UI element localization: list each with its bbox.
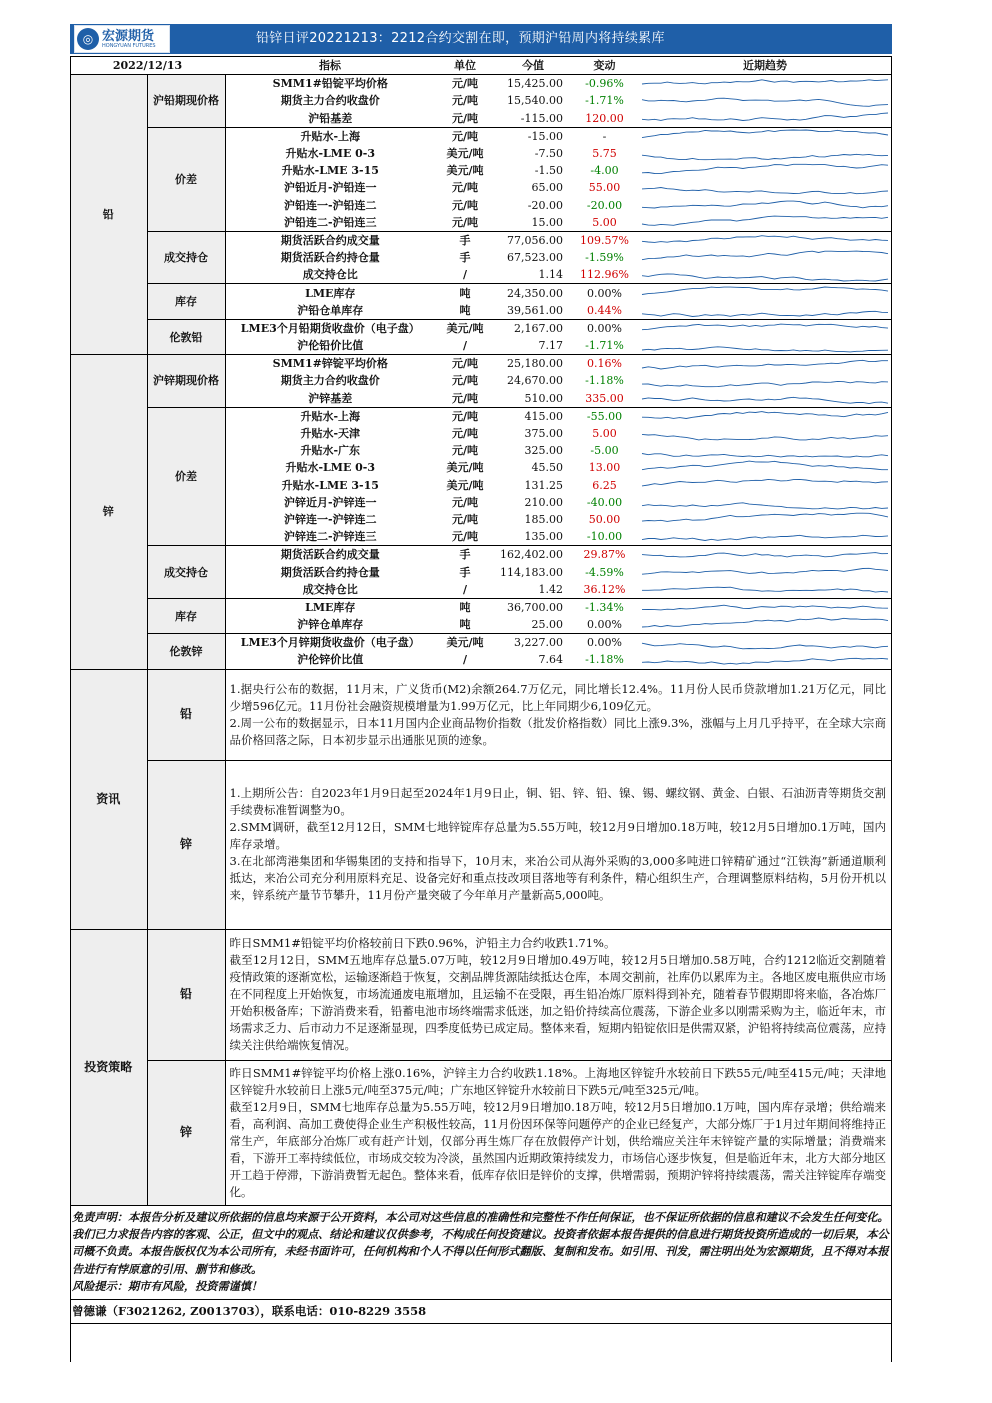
trend-sparkline bbox=[640, 145, 890, 162]
trend-sparkline bbox=[640, 337, 890, 354]
change-cell: -5.00 bbox=[590, 444, 619, 458]
trend-cell bbox=[638, 284, 892, 302]
sparkline-path bbox=[642, 411, 888, 418]
news-lead-text: 1.据央行公布的数据，11月末，广义货币(M2)余额264.7万亿元，同比增长12.4%。11月份人民币贷款增加1.21万亿元，同比少增596亿元。11月份社会融资规模增量为1.99万亿元，比上年同期少6,109亿元。 2.周一公布的数据显示，日本11月国内企业商品物价指数（批发价格指数）同比上涨9.3%，涨幅与上月几乎持平，在全球大宗商品价格回落之际，日本初步显示出通胀见顶的迹象。 bbox=[225, 670, 892, 761]
news-label: 资讯 bbox=[70, 670, 147, 930]
trend-cell bbox=[638, 634, 892, 652]
indicator-name: 沪锌近月-沪锌连一 bbox=[283, 495, 377, 509]
value-cell: 162,402.00 bbox=[500, 548, 564, 562]
value-cell: 15,540.00 bbox=[507, 94, 564, 108]
unit-cell: 元/吨 bbox=[452, 427, 479, 441]
change-cell: -20.00 bbox=[586, 198, 623, 212]
trend-cell bbox=[638, 231, 892, 249]
indicator-name: SMM1#铅锭平均价格 bbox=[272, 77, 388, 91]
unit-cell: 吨 bbox=[459, 286, 471, 300]
change-cell: -10.00 bbox=[571, 528, 638, 546]
value-cell: -15.00 bbox=[527, 129, 564, 143]
col-unit: 单位 bbox=[435, 57, 495, 75]
table-row bbox=[70, 598, 892, 616]
trend-cell bbox=[638, 127, 892, 145]
sparkline-path bbox=[642, 618, 888, 627]
trend-sparkline bbox=[640, 320, 890, 337]
unit-cell: 吨 bbox=[435, 616, 495, 634]
trend-sparkline bbox=[640, 128, 890, 145]
trend-sparkline bbox=[640, 581, 890, 598]
change-cell: 5.00 bbox=[571, 214, 638, 232]
value-cell: 7.64 bbox=[495, 651, 571, 669]
metal-label: 锌 bbox=[70, 355, 147, 669]
change-cell: 36.12% bbox=[571, 581, 638, 599]
value-cell: 375.00 bbox=[524, 427, 564, 441]
group-label: 伦敦锌 bbox=[147, 634, 225, 669]
indicator-name: LME3个月铅期货收盘价（电子盘） bbox=[240, 321, 420, 335]
indicator-name: 沪铅近月-沪铅连一 bbox=[283, 181, 377, 195]
sparkline-path bbox=[642, 553, 888, 557]
trend-sparkline bbox=[640, 92, 890, 109]
trend-sparkline bbox=[640, 232, 890, 249]
value-cell: 15,425.00 bbox=[507, 77, 564, 91]
table-row bbox=[70, 319, 892, 337]
change-cell: -55.00 bbox=[586, 409, 623, 423]
value-cell: 15.00 bbox=[495, 214, 571, 232]
news-table bbox=[70, 670, 892, 1206]
sparkline-path bbox=[642, 347, 888, 352]
table-row bbox=[70, 355, 892, 373]
indicator-name: 升贴水-LME 0-3 bbox=[285, 461, 376, 475]
logo-icon: ◎ bbox=[77, 28, 99, 50]
indicator-name: 沪铅连一-沪铅连二 bbox=[283, 198, 377, 212]
trend-cell bbox=[638, 110, 892, 128]
group-label: 沪锌期现价格 bbox=[147, 355, 225, 408]
value-cell: 325.00 bbox=[524, 444, 564, 458]
value-cell: 25,180.00 bbox=[507, 357, 564, 371]
news-zinc-label: 锌 bbox=[147, 760, 225, 929]
indicator-name: LME库存 bbox=[305, 286, 356, 300]
report-title: 铅锌日评20221213：2212合约交割在即，预期沪铅周内将持续累库 bbox=[256, 31, 665, 46]
sparkline-path bbox=[642, 587, 888, 592]
unit-cell: 手 bbox=[459, 565, 471, 579]
change-cell: 5.00 bbox=[592, 427, 617, 441]
table-row bbox=[70, 407, 892, 425]
change-cell: -1.71% bbox=[571, 337, 638, 355]
change-cell: -1.18% bbox=[585, 374, 624, 388]
trend-sparkline bbox=[640, 546, 890, 563]
change-cell: -1.34% bbox=[585, 600, 624, 614]
sparkline-path bbox=[642, 251, 888, 260]
sparkline-path bbox=[642, 236, 888, 243]
unit-cell: 元/吨 bbox=[452, 181, 479, 195]
sparkline-path bbox=[642, 99, 888, 107]
value-cell: 510.00 bbox=[495, 390, 571, 408]
value-cell: 39,561.00 bbox=[495, 302, 571, 320]
company-logo bbox=[74, 25, 170, 53]
sparkline-path bbox=[642, 324, 888, 330]
trend-sparkline bbox=[640, 110, 890, 127]
sparkline-path bbox=[642, 113, 888, 121]
indicator-name: 沪伦锌价比值 bbox=[225, 651, 435, 669]
value-cell: 185.00 bbox=[524, 512, 564, 526]
group-label: 沪铅期现价格 bbox=[147, 75, 225, 128]
value-cell: 415.00 bbox=[524, 409, 564, 423]
indicator-name: 升贴水-天津 bbox=[300, 427, 361, 441]
report-date: 2022/12/13 bbox=[70, 57, 225, 75]
sparkline-path bbox=[642, 361, 888, 370]
change-cell: -0.96% bbox=[585, 77, 624, 91]
trend-cell bbox=[638, 249, 892, 266]
change-cell: 0.00% bbox=[587, 636, 622, 650]
trend-sparkline bbox=[640, 390, 890, 407]
trend-sparkline bbox=[640, 266, 890, 283]
change-cell: -4.59% bbox=[585, 565, 624, 579]
trend-cell bbox=[638, 179, 892, 196]
change-cell: 6.25 bbox=[592, 478, 617, 492]
indicator-name: 沪伦铅价比值 bbox=[225, 337, 435, 355]
value-cell: 25.00 bbox=[495, 616, 571, 634]
strategy-lead-label: 铅 bbox=[147, 929, 225, 1060]
logo-cn: 宏源期货 bbox=[102, 28, 155, 44]
change-cell: 13.00 bbox=[588, 461, 621, 475]
unit-cell: 美元/吨 bbox=[446, 164, 484, 178]
value-cell: 36,700.00 bbox=[507, 600, 564, 614]
trend-cell bbox=[638, 355, 892, 373]
table-row bbox=[70, 75, 892, 93]
news-lead-label: 铅 bbox=[147, 670, 225, 761]
sparkline-path bbox=[642, 659, 888, 665]
sparkline-path bbox=[642, 188, 888, 194]
unit-cell: 手 bbox=[459, 233, 471, 247]
unit-cell: 手 bbox=[459, 251, 471, 265]
indicator-name: 沪铅仓单库存 bbox=[225, 302, 435, 320]
trend-sparkline bbox=[640, 634, 890, 651]
change-cell: 50.00 bbox=[588, 512, 621, 526]
trend-sparkline bbox=[640, 651, 890, 668]
trend-cell bbox=[638, 616, 892, 634]
change-cell: 0.00% bbox=[587, 321, 622, 335]
indicator-name: 期货活跃合约成交量 bbox=[280, 233, 380, 247]
value-cell: 65.00 bbox=[531, 181, 564, 195]
unit-cell: 元/吨 bbox=[435, 528, 495, 546]
unit-cell: 美元/吨 bbox=[446, 147, 484, 161]
disclaimer bbox=[70, 1206, 892, 1300]
unit-cell: 美元/吨 bbox=[446, 461, 484, 475]
table-row bbox=[70, 231, 892, 249]
sparkline-path bbox=[642, 454, 888, 458]
sparkline-path bbox=[642, 165, 888, 174]
disclaimer-text: 免责声明：本报告分析及建议所依据的信息均来源于公开资料，本公司对这些信息的准确性和完整性不作任何保证，也不保证所依据的信息和建议不会发生任何变化。我们已力求报告内容的客观、公正，但文中的观点、结论和建议仅供参考，不构成任何投资建议。投资者依据本报告提供的信息进行期货投资所造成的一切后果，本公司概不负责。本报告版权仅为本公司所有，未经书面许可，任何机构和个人不得以任何形式翻版、复制和发布。如引用、刊发，需注明出处为宏源期货，且不得对本报告进行有悖原意的引用、删节和修改。 bbox=[72, 1210, 889, 1276]
indicator-name: 期货活跃合约成交量 bbox=[280, 548, 380, 562]
value-cell: 3,227.00 bbox=[514, 636, 564, 650]
trend-cell bbox=[638, 459, 892, 476]
indicator-name: 沪锌连一-沪锌连二 bbox=[283, 512, 377, 526]
group-label: 价差 bbox=[147, 127, 225, 231]
sparkline-path bbox=[642, 568, 888, 574]
sparkline-path bbox=[642, 605, 888, 610]
sparkline-path bbox=[642, 287, 888, 295]
trend-cell bbox=[638, 598, 892, 616]
value-cell: -115.00 bbox=[495, 110, 571, 128]
metal-label: 铅 bbox=[70, 75, 147, 355]
indicator-name: 成交持仓比 bbox=[225, 266, 435, 284]
unit-cell: 元/吨 bbox=[452, 198, 479, 212]
sparkline-path bbox=[642, 503, 888, 509]
trend-cell bbox=[638, 442, 892, 459]
indicator-name: 升贴水-广东 bbox=[300, 444, 361, 458]
group-label: 成交持仓 bbox=[147, 546, 225, 599]
col-trend: 近期趋势 bbox=[638, 57, 892, 75]
trend-cell bbox=[638, 390, 892, 408]
indicator-name: 升贴水-LME 0-3 bbox=[285, 147, 376, 161]
sparkline-path bbox=[642, 130, 888, 138]
trend-cell bbox=[638, 494, 892, 511]
sparkline-path bbox=[642, 535, 888, 540]
unit-cell: / bbox=[435, 651, 495, 669]
indicator-name: 沪锌连二-沪锌连三 bbox=[225, 528, 435, 546]
trend-cell bbox=[638, 528, 892, 546]
value-cell: 67,523.00 bbox=[507, 251, 564, 265]
change-cell: 0.44% bbox=[571, 302, 638, 320]
indicator-name: 期货主力合约收盘价 bbox=[280, 374, 380, 388]
value-cell: 45.50 bbox=[531, 461, 564, 475]
unit-cell: / bbox=[435, 337, 495, 355]
value-cell: -20.00 bbox=[527, 198, 564, 212]
strategy-zinc-text: 昨日SMM1#锌锭平均价格上涨0.16%，沪锌主力合约收跌1.18%。上海地区锌锭升水较前日下跌55元/吨至415元/吨；天津地区锌锭升水较前日上涨5元/吨至375元/吨；广东地区锌锭升水较前日下跌5元/吨至325元/吨。 截至12月9日，SMM七地库存总量为5.55万吨，较12月9日增加0.18万吨，较12月5日增加0.1万吨，国内库存录增；供给端来看，高利润、高加工费使得企业生产积极性较高，11月份因环保等问题停产的企业已经复产，大部分炼厂于1月过年期间将维持正常生产，年底部分冶炼厂或有赶产计划，仅部分再生炼厂存在放假停产计划，供给端应关注年末锌锭产量的实际增量；消费端来看，下游开工率持续低位，市场成交较为冷淡，虽然国内近期政策持续发力，市场信心逐步恢复，但是临近年末，北方大部分地区开工趋于停滞，下游消费暂无起色。整体来看，低库存依旧是锌价的支撑，供增需弱，预期沪锌将持续震荡，需关注锌锭库存端变化。 bbox=[225, 1060, 892, 1205]
unit-cell: 吨 bbox=[435, 302, 495, 320]
change-cell: -1.18% bbox=[571, 651, 638, 669]
value-cell: 135.00 bbox=[495, 528, 571, 546]
report-header bbox=[70, 24, 892, 54]
sparkline-path bbox=[642, 216, 888, 225]
trend-sparkline bbox=[640, 214, 890, 231]
indicator-name: 沪锌基差 bbox=[225, 390, 435, 408]
trend-cell bbox=[638, 563, 892, 580]
unit-cell: 美元/吨 bbox=[446, 636, 484, 650]
risk-warning: 风险提示：期市有风险，投资需谨慎！ bbox=[72, 1280, 263, 1294]
change-cell: 55.00 bbox=[588, 181, 621, 195]
value-cell: 77,056.00 bbox=[507, 233, 564, 247]
unit-cell: 美元/吨 bbox=[446, 478, 484, 492]
sparkline-path bbox=[642, 382, 888, 387]
report-page bbox=[70, 24, 892, 1324]
table-row bbox=[70, 127, 892, 145]
unit-cell: 元/吨 bbox=[452, 512, 479, 526]
trend-cell bbox=[638, 75, 892, 93]
indicator-name: 升贴水-LME 3-15 bbox=[281, 478, 379, 492]
column-header-row bbox=[70, 57, 892, 75]
unit-cell: 吨 bbox=[459, 600, 471, 614]
trend-sparkline bbox=[640, 425, 890, 442]
trend-sparkline bbox=[640, 442, 890, 459]
trend-cell bbox=[638, 162, 892, 179]
change-cell: 120.00 bbox=[571, 110, 638, 128]
unit-cell: 元/吨 bbox=[452, 94, 479, 108]
change-cell: 0.16% bbox=[587, 357, 622, 371]
trend-sparkline bbox=[640, 459, 890, 476]
indicator-name: 期货主力合约收盘价 bbox=[280, 94, 380, 108]
sparkline-path bbox=[642, 311, 888, 316]
change-cell: -4.00 bbox=[590, 164, 619, 178]
trend-sparkline bbox=[640, 75, 890, 92]
change-cell: 5.75 bbox=[592, 147, 617, 161]
value-cell: 1.42 bbox=[495, 581, 571, 599]
indicator-name: 升贴水-LME 3-15 bbox=[281, 164, 379, 178]
table-row bbox=[70, 634, 892, 652]
unit-cell: 元/吨 bbox=[435, 390, 495, 408]
value-cell: -7.50 bbox=[534, 147, 564, 161]
trend-cell bbox=[638, 407, 892, 425]
trend-sparkline bbox=[640, 494, 890, 511]
trend-sparkline bbox=[640, 477, 890, 494]
sparkline-path bbox=[642, 434, 888, 440]
trend-sparkline bbox=[640, 285, 890, 302]
unit-cell: / bbox=[435, 581, 495, 599]
change-cell: - bbox=[602, 129, 607, 143]
sparkline-path bbox=[642, 513, 888, 521]
unit-cell: 元/吨 bbox=[435, 214, 495, 232]
trend-sparkline bbox=[640, 197, 890, 214]
analyst-contact: 曾德谦（F3021262, Z0013703），联系电话：010-8229 3558 bbox=[70, 1300, 892, 1324]
trend-cell bbox=[638, 651, 892, 669]
table-row bbox=[70, 546, 892, 564]
trend-sparkline bbox=[640, 302, 890, 319]
trend-cell bbox=[638, 302, 892, 320]
unit-cell: / bbox=[435, 266, 495, 284]
trend-sparkline bbox=[640, 511, 890, 528]
trend-cell bbox=[638, 477, 892, 494]
indicator-table bbox=[70, 56, 892, 670]
trend-sparkline bbox=[640, 355, 890, 372]
trend-cell bbox=[638, 214, 892, 232]
trend-sparkline bbox=[640, 599, 890, 616]
unit-cell: 元/吨 bbox=[452, 495, 479, 509]
indicator-name: 期货活跃合约持仓量 bbox=[280, 251, 380, 265]
col-indicator: 指标 bbox=[225, 57, 435, 75]
group-label: 库存 bbox=[147, 284, 225, 319]
sparkline-path bbox=[642, 643, 888, 649]
trend-cell bbox=[638, 372, 892, 389]
change-cell: -40.00 bbox=[586, 495, 623, 509]
trend-cell bbox=[638, 145, 892, 162]
value-cell: 131.25 bbox=[524, 478, 564, 492]
trend-sparkline bbox=[640, 408, 890, 425]
trend-cell bbox=[638, 92, 892, 109]
news-zinc-text: 1.上期所公告：自2023年1月9日起至2024年1月9日止，铜、铝、锌、铅、镍、锡、螺纹钢、黄金、白银、石油沥青等期货交割手续费标准暂调整为0。 2.SMM调研，截至12月12日，SMM七地锌锭库存总量为5.55万吨，较12月9日增加0.18万吨，较12月5日增加0.1万吨，国内库存录增。 3.在北部湾港集团和华锡集团的支持和指导下，10月末，来冶公司从海外采购的3,000多吨进口锌精矿通过“江铁海”新通道顺利抵达，来冶公司充分利用原料充足、设备完好和重点技改项目落地等有利条件，精心组织生产，合理调整原料结构，5月份开机以来，锌系统产量节节攀升，11月份产量突破了今年单月产量新高5,000吨。 bbox=[225, 760, 892, 929]
indicator-name: 升贴水-上海 bbox=[300, 409, 361, 423]
col-change: 变动 bbox=[571, 57, 638, 75]
group-label: 价差 bbox=[147, 407, 225, 546]
trend-cell bbox=[638, 319, 892, 337]
unit-cell: 元/吨 bbox=[435, 110, 495, 128]
trend-sparkline bbox=[640, 162, 890, 179]
trend-cell bbox=[638, 581, 892, 599]
value-cell: 24,350.00 bbox=[507, 286, 564, 300]
sparkline-path bbox=[642, 397, 888, 403]
trend-cell bbox=[638, 197, 892, 214]
trend-cell bbox=[638, 546, 892, 564]
group-label: 成交持仓 bbox=[147, 231, 225, 284]
change-cell: 335.00 bbox=[571, 390, 638, 408]
group-label: 库存 bbox=[147, 598, 225, 633]
group-label: 伦敦铅 bbox=[147, 319, 225, 354]
trend-sparkline bbox=[640, 249, 890, 266]
change-cell: 112.96% bbox=[571, 266, 638, 284]
indicator-name: 沪铅连二-沪铅连三 bbox=[225, 214, 435, 232]
logo-en: HONGYUAN FUTURES bbox=[102, 42, 156, 49]
trend-sparkline bbox=[640, 528, 890, 545]
indicator-name: 沪锌仓单库存 bbox=[225, 616, 435, 634]
change-cell: 29.87% bbox=[583, 548, 626, 562]
unit-cell: 美元/吨 bbox=[446, 321, 484, 335]
sparkline-path bbox=[642, 274, 888, 281]
unit-cell: 元/吨 bbox=[452, 444, 479, 458]
table-row bbox=[70, 284, 892, 302]
sparkline-path bbox=[642, 201, 888, 208]
indicator-name: 升贴水-上海 bbox=[300, 129, 361, 143]
value-cell: 114,183.00 bbox=[500, 565, 564, 579]
trend-cell bbox=[638, 266, 892, 284]
strategy-label: 投资策略 bbox=[70, 929, 147, 1205]
trend-cell bbox=[638, 511, 892, 528]
sparkline-path bbox=[642, 154, 888, 159]
unit-cell: 元/吨 bbox=[452, 129, 479, 143]
trend-cell bbox=[638, 337, 892, 355]
strategy-lead-text: 昨日SMM1#铅锭平均价格较前日下跌0.96%，沪铅主力合约收跌1.71%。 截至12月12日，SMM五地库存总量5.07万吨，较12月9日增加0.49万吨，较12月5日增加0.58万吨，合约1212临近交割随着疫情政策的逐渐宽松，运输逐渐趋于恢复，交割品牌货源陆续抵达仓库，本周交割前，社库仍以累库为主。各地区废电瓶供应市场在不同程度上开始恢复，市场流通废电瓶增加，且运输不在受限，再生铅冶炼厂原料得到补充，随着春节假期即将来临，各冶炼厂开始积极备库；下游消费来看，铅蓄电池市场终端需求低迷，加之铅价持续高位震荡，下游企业多以刚需采购为主，临近年末，市场需求乏力、后市动力不足逐渐显现，四季度低势已成定局。整体来看，短期内铅锭依旧是供需双紧，沪铅将持续高位震荡，应持续关注供给端恢复情况。 bbox=[225, 929, 892, 1060]
indicator-name: 成交持仓比 bbox=[225, 581, 435, 599]
indicator-name: 沪铅基差 bbox=[225, 110, 435, 128]
value-cell: 1.14 bbox=[495, 266, 571, 284]
indicator-name: LME3个月锌期货收盘价（电子盘） bbox=[240, 636, 420, 650]
trend-sparkline bbox=[640, 179, 890, 196]
change-cell: 109.57% bbox=[580, 233, 629, 247]
sparkline-path bbox=[642, 479, 888, 486]
unit-cell: 元/吨 bbox=[452, 357, 479, 371]
value-cell: 2,167.00 bbox=[514, 321, 564, 335]
change-cell: 0.00% bbox=[571, 616, 638, 634]
value-cell: 24,670.00 bbox=[507, 374, 564, 388]
trend-sparkline bbox=[640, 372, 890, 389]
strategy-zinc-label: 锌 bbox=[147, 1060, 225, 1205]
sparkline-path bbox=[642, 462, 888, 471]
change-cell: 0.00% bbox=[587, 286, 622, 300]
trend-cell bbox=[638, 425, 892, 442]
change-cell: -1.59% bbox=[585, 251, 624, 265]
unit-cell: 手 bbox=[459, 548, 471, 562]
unit-cell: 元/吨 bbox=[452, 374, 479, 388]
indicator-name: LME库存 bbox=[305, 600, 356, 614]
col-value: 今值 bbox=[495, 57, 571, 75]
indicator-name: 期货活跃合约持仓量 bbox=[280, 565, 380, 579]
indicator-name: SMM1#锌锭平均价格 bbox=[272, 357, 388, 371]
sparkline-path bbox=[642, 80, 888, 84]
trend-sparkline bbox=[640, 616, 890, 633]
change-cell: -1.71% bbox=[585, 94, 624, 108]
unit-cell: 元/吨 bbox=[452, 409, 479, 423]
trend-sparkline bbox=[640, 564, 890, 581]
unit-cell: 元/吨 bbox=[452, 77, 479, 91]
value-cell: 7.17 bbox=[495, 337, 571, 355]
value-cell: 210.00 bbox=[524, 495, 564, 509]
value-cell: -1.50 bbox=[534, 164, 564, 178]
